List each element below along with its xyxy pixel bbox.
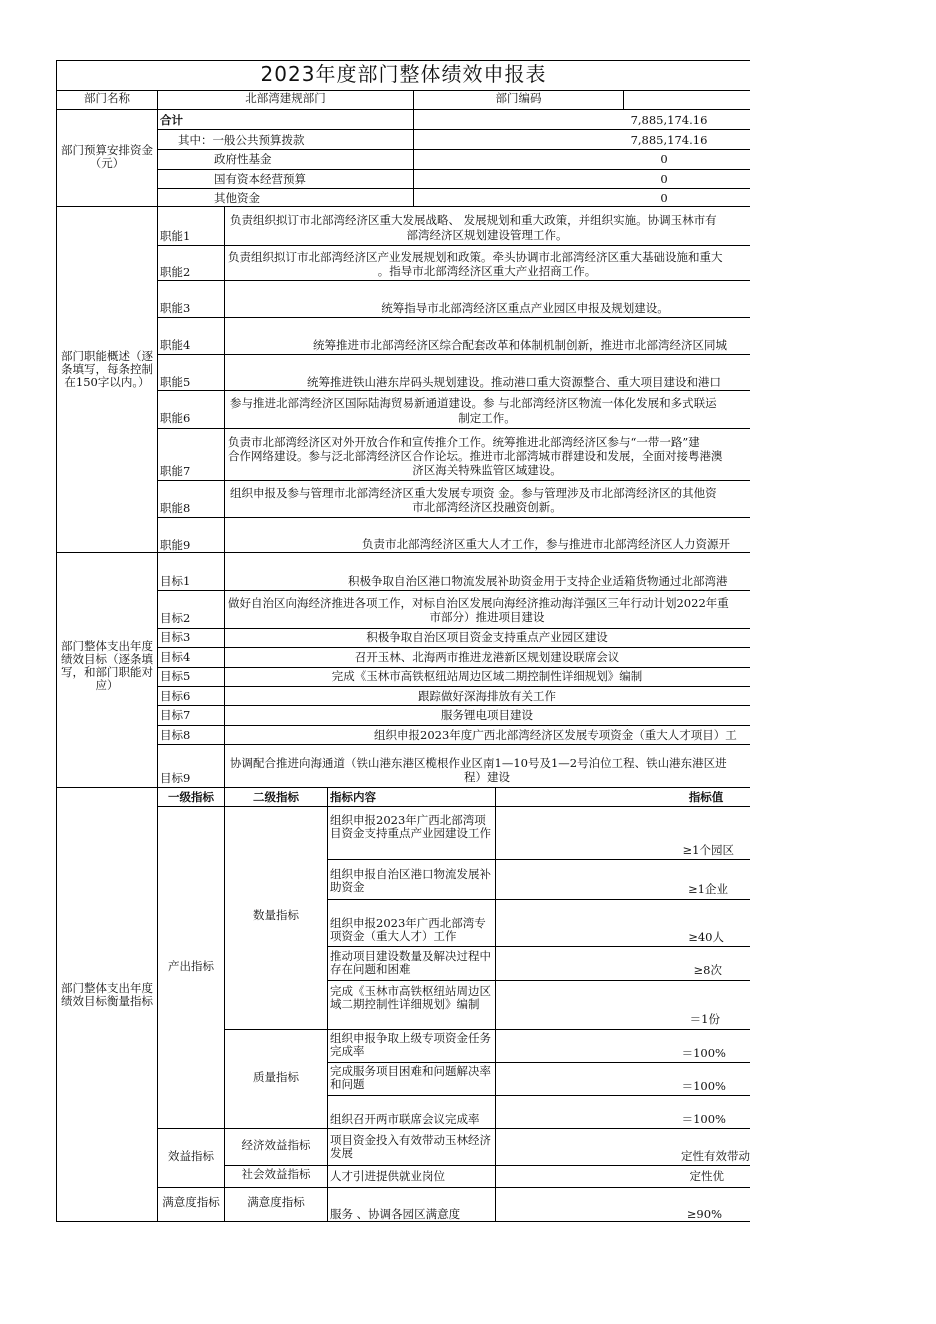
indicator-value: ＝100%: [681, 1047, 726, 1060]
dept-code-value: [624, 92, 750, 108]
function-name: 职能9: [160, 539, 191, 552]
goals-section-label: 部门整体支出年度绩效目标（逐条填写，和部门职能对应）: [61, 640, 153, 692]
benefit-indicator-label: 效益指标: [168, 1150, 214, 1163]
indicator-content: 组织召开两市联席会议完成率: [330, 1113, 480, 1126]
goal-text-line: 协调配合推进向海通道（铁山港东港区榄根作业区南1—10号及1—2号泊位工程、铁山港东港区进: [230, 757, 727, 770]
goal-text-line: 做好自治区向海经济推进各项工作，对标自治区发展向海经济推动海洋强区三年行动计划2022年重: [228, 597, 729, 610]
satisfaction-level1-label: 满意度指标: [162, 1196, 220, 1209]
goal-text-line: 召开玉林、北海两市推进龙港新区规划建设联席会议: [354, 651, 620, 664]
function-text-line: 负责组织拟订市北部湾经济区产业发展规划和政策。牵头协调市北部湾经济区重大基础设施和重大: [228, 251, 723, 264]
budget-row-name: 合计: [160, 114, 183, 127]
goal-text-line: 程）建设: [464, 771, 510, 784]
indicator-value: ＝100%: [681, 1113, 726, 1126]
goal-name: 目标6: [160, 690, 191, 703]
function-name: 职能1: [160, 230, 191, 243]
dept-code-label: 部门编码: [495, 92, 542, 105]
function-name: 职能6: [160, 412, 191, 425]
indicator-value: 定性优: [689, 1170, 724, 1183]
indicator-content: 组织申报争取上级专项资金任务完成率: [330, 1032, 491, 1058]
budget-row-value: 0: [660, 173, 668, 186]
function-text-line: 部湾经济区规划建设管理工作。: [406, 229, 568, 242]
budget-row-value: 0: [660, 192, 668, 205]
goal-text-line: 完成《玉林市高铁枢纽站周边区域二期控制性详细规划》编制: [331, 670, 643, 683]
budget-row-value: 0: [660, 153, 668, 166]
goal-name: 目标3: [160, 631, 191, 644]
indicator-value: ≥40人: [688, 931, 724, 944]
budget-row-value: 7,885,174.16: [630, 134, 708, 147]
indicator-content: 人才引进提供就业岗位: [330, 1170, 445, 1183]
indicator-content: 组织申报2023年广西北部湾专项资金（重大人才）工作: [330, 917, 486, 943]
indicator-header-content: 指标内容: [330, 791, 376, 804]
indicator-content: 服务 、协调各园区满意度: [330, 1208, 461, 1221]
indicator-content: 项目资金投入有效带动玉林经济发展: [330, 1134, 491, 1160]
indicator-content: 完成服务项目困难和问题解决率和问题: [330, 1065, 491, 1091]
function-name: 职能2: [160, 266, 191, 279]
goal-name: 目标4: [160, 651, 191, 664]
indicator-value: ＝1份: [689, 1013, 720, 1026]
budget-row-name: 国有资本经营预算: [214, 173, 306, 186]
quantity-indicator-label: 数量指标: [253, 909, 299, 922]
goal-name: 目标2: [160, 612, 191, 625]
function-text-line: 统筹推进市北部湾经济区综合配套改革和体制机制创新，推进市北部湾经济区同城: [313, 339, 727, 352]
indicator-value: ≥8次: [693, 964, 722, 977]
budget-row-name: 其他资金: [214, 192, 260, 205]
indicator-content: 组织申报自治区港口物流发展补助资金: [330, 868, 491, 894]
indicator-value: 定性有效带动: [681, 1150, 750, 1163]
function-text-line: 。指导市北部湾经济区重大产业招商工作。: [377, 265, 597, 278]
function-name: 职能4: [160, 339, 191, 352]
output-indicator-label: 产出指标: [168, 960, 214, 973]
indicator-value: ＝100%: [681, 1080, 726, 1093]
dept-name-label: 部门名称: [84, 92, 130, 105]
quality-indicator-label: 质量指标: [253, 1071, 299, 1084]
goal-text-line: 市部分）推进项目建设: [429, 611, 545, 624]
goal-name: 目标9: [160, 772, 191, 785]
budget-row-value: 7,885,174.16: [630, 114, 708, 127]
function-text-line: 合作网络建设。参与泛北部湾经济区合作论坛。推进市北部湾城市群建设和发展，全面对接粤港澳: [228, 450, 723, 463]
goal-name: 目标8: [160, 729, 191, 742]
function-text-line: 市北部湾经济区投融资创新。: [412, 501, 562, 514]
function-text-line: 负责市北部湾经济区重大人才工作，参与推进市北部湾经济区人力资源开: [362, 538, 730, 551]
indicator-header-level1: 一级指标: [168, 791, 214, 804]
indicator-content: 组织申报2023年广西北部湾项目资金支持重点产业园建设工作: [330, 814, 491, 840]
goal-name: 目标5: [160, 670, 191, 683]
goal-text-line: 服务锂电项目建设: [441, 709, 533, 722]
function-name: 职能7: [160, 465, 191, 478]
indicator-content: 完成《玉林市高铁枢纽站周边区域二期控制性详细规划》编制: [330, 985, 491, 1011]
function-name: 职能3: [160, 302, 191, 315]
budget-row-name: 其中：一般公共预算拨款: [178, 134, 305, 147]
function-name: 职能8: [160, 502, 191, 515]
social-benefit-label: 社会效益指标: [241, 1168, 311, 1181]
satisfaction-level2-label: 满意度指标: [247, 1196, 305, 1209]
budget-section-label: 部门预算安排资金（元）: [61, 144, 153, 170]
dept-name-value: 北部湾建规部门: [245, 92, 326, 105]
function-text-line: 负责市北部湾经济区对外开放合作和宣传推介工作。统筹推进北部湾经济区参与“一带一路”建: [228, 436, 700, 449]
economic-benefit-label: 经济效益指标: [241, 1139, 311, 1152]
indicator-header-value: 指标值: [688, 791, 724, 804]
function-text-line: 济区海关特殊监管区域建设。: [412, 464, 562, 477]
goal-name: 目标1: [160, 575, 191, 588]
function-name: 职能5: [160, 376, 191, 389]
goal-text-line: 积极争取自治区港口物流发展补助资金用于支持企业适箱货物通过北部湾港: [348, 575, 728, 588]
goal-text-line: 组织申报2023年度广西北部湾经济区发展专项资金（重大人才项目）工: [374, 729, 737, 742]
indicator-content: 推动项目建设数量及解决过程中存在问题和困难: [330, 950, 491, 976]
goal-text-line: 跟踪做好深海排放有关工作: [418, 690, 556, 703]
function-text-line: 参与推进北部湾经济区国际陆海贸易新通道建设。参 与北部湾经济区物流一体化发展和多式联运: [230, 397, 717, 410]
indicator-value: ≥1个园区: [682, 844, 734, 857]
goal-text-line: 积极争取自治区项目资金支持重点产业园区建设: [366, 631, 608, 644]
function-text-line: 组织申报及参与管理市北部湾经济区重大发展专项资 金。参与管理涉及市北部湾经济区的其他资: [230, 487, 717, 500]
indicator-value: ≥90%: [686, 1208, 722, 1221]
function-text-line: 统筹推进铁山港东岸码头规划建设。推动港口重大资源整合、重大项目建设和港口: [307, 376, 721, 389]
indicator-header-level2: 二级指标: [253, 791, 299, 804]
functions-section-label: 部门职能概述（逐条填写，每条控制在150字以内。）: [61, 350, 153, 389]
goal-name: 目标7: [160, 709, 191, 722]
function-text-line: 负责组织拟订市北部湾经济区重大发展战略、 发展规划和重大政策，并组织实施。协调玉林市有: [230, 214, 717, 227]
indicators-section-label: 部门整体支出年度绩效目标衡量指标: [61, 982, 153, 1008]
function-text-line: 统筹指导市北部湾经济区重点产业园区申报及规划建设。: [381, 302, 669, 315]
budget-row-name: 政府性基金: [214, 153, 272, 166]
page-title: 2023年度部门整体绩效申报表: [260, 62, 547, 86]
function-text-line: 制定工作。: [458, 412, 516, 425]
indicator-value: ≥1企业: [688, 883, 728, 896]
